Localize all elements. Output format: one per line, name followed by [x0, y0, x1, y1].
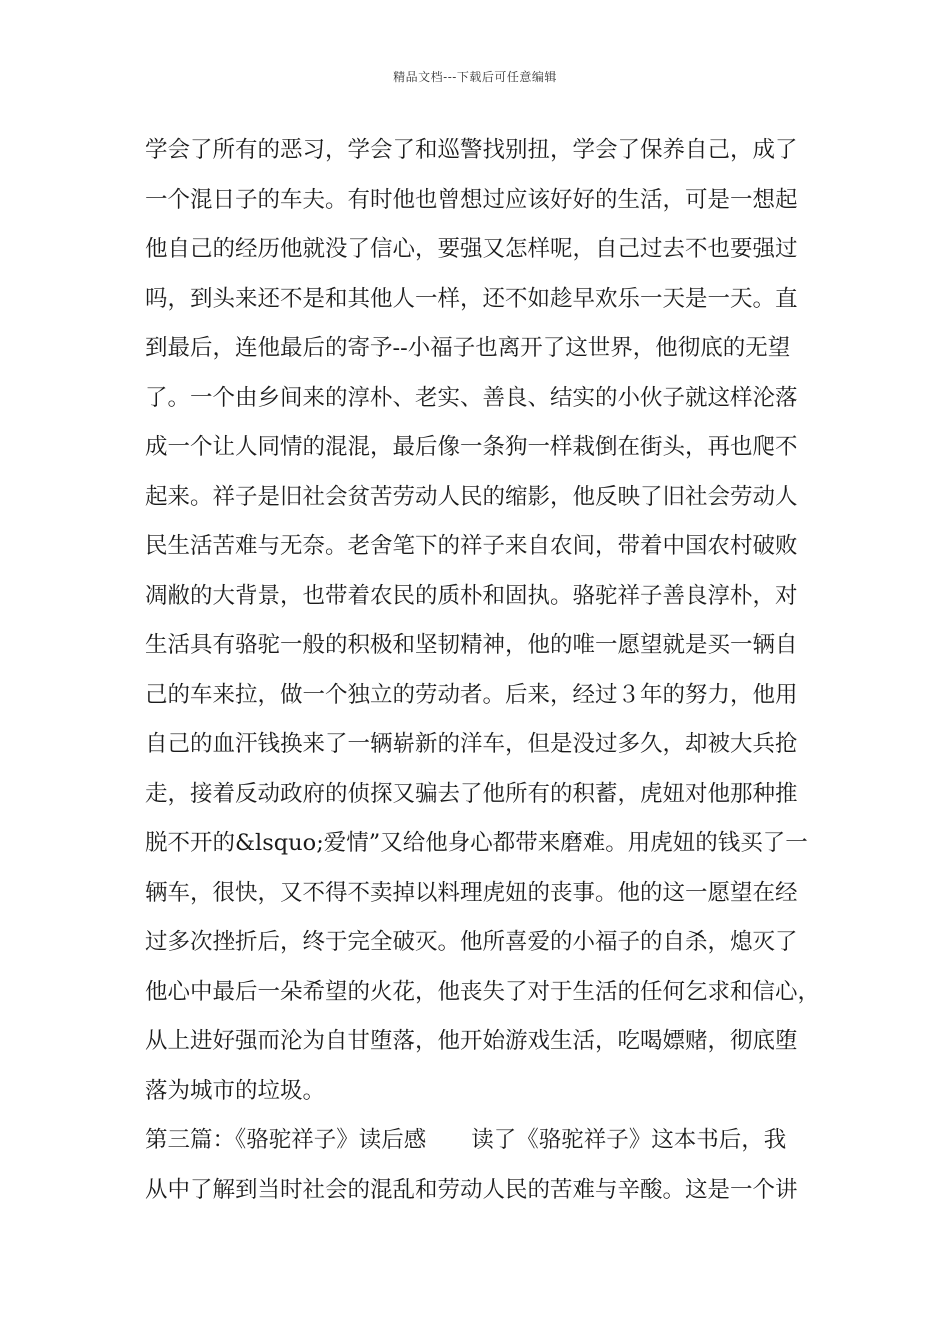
text-line: 走，接着反动政府的侦探又骗去了他所有的积蓄，虎妞对他那种推 — [145, 780, 798, 807]
text-line: 到最后，连他最后的寄予--小福子也离开了这世界，他彻底的无望 — [145, 335, 791, 361]
text-line: 学会了所有的恶习，学会了和巡警找别扭，学会了保养自己，成了 — [145, 137, 798, 163]
text-line: 生活具有骆驼一般的积极和坚韧精神，他的唯一愿望就是买一辆自 — [145, 632, 798, 658]
text-line: 吗，到头来还不是和其他人一样，还不如趁早欢乐一天是一天。直 — [145, 285, 798, 312]
text-line: 落为城市的垃圾。 — [145, 1077, 326, 1104]
text-line: 起来。祥子是旧社会贫苦劳动人民的缩影，他反映了旧社会劳动人 — [145, 483, 798, 510]
section-heading-line: 第三篇：《骆驼祥子》读后感 读了《骆驼祥子》这本书后，我 — [145, 1127, 787, 1153]
text-line: 过多次挫折后，终于完全破灭。他所喜爱的小福子的自杀，熄灭了 — [145, 929, 798, 955]
text-line: 他自己的经历他就没了信心，要强又怎样呢，自己过去不也要强过 — [145, 236, 798, 262]
text-line: 己的车来拉，做一个独立的劳动者。后来，经过３年的努力，他用 — [145, 681, 798, 708]
document-body — [145, 126, 821, 1215]
text-line: 了。一个由乡间来的淳朴、老实、善良、结实的小伙子就这样沦落 — [145, 384, 798, 411]
text-line: 他心中最后一朵希望的火花，他丧失了对于生活的任何乞求和信心， — [145, 978, 821, 1005]
page-header: 精品文档---下载后可任意编辑 — [393, 70, 557, 84]
text-line: 自己的血汗钱换来了一辆崭新的洋车，但是没过多久，却被大兵抢 — [145, 731, 798, 757]
text-line: 脱不开的&lsquo;爱情”又给他身心都带来磨难。用虎妞的钱买了一 — [145, 830, 808, 856]
text-line: 凋敝的大背景，也带着农民的质朴和固执。骆驼祥子善良淳朴，对 — [145, 582, 798, 609]
text-line: 从中了解到当时社会的混乱和劳动人民的苦难与辛酸。这是一个讲 — [145, 1176, 798, 1203]
text-line: 从上进好强而沦为自甘堕落，他开始游戏生活，吃喝嫖赌，彻底堕 — [145, 1028, 798, 1054]
text-line: 民生活苦难与无奈。老舍笔下的祥子来自农间，带着中国农村破败 — [145, 533, 798, 559]
text-line: 辆车，很快，又不得不卖掉以料理虎妞的丧事。他的这一愿望在经 — [145, 879, 798, 906]
text-line: 成一个让人同情的混混，最后像一条狗一样栽倒在街头，再也爬不 — [145, 434, 798, 460]
text-line: 一个混日子的车夫。有时他也曾想过应该好好的生活，可是一想起 — [145, 186, 798, 213]
